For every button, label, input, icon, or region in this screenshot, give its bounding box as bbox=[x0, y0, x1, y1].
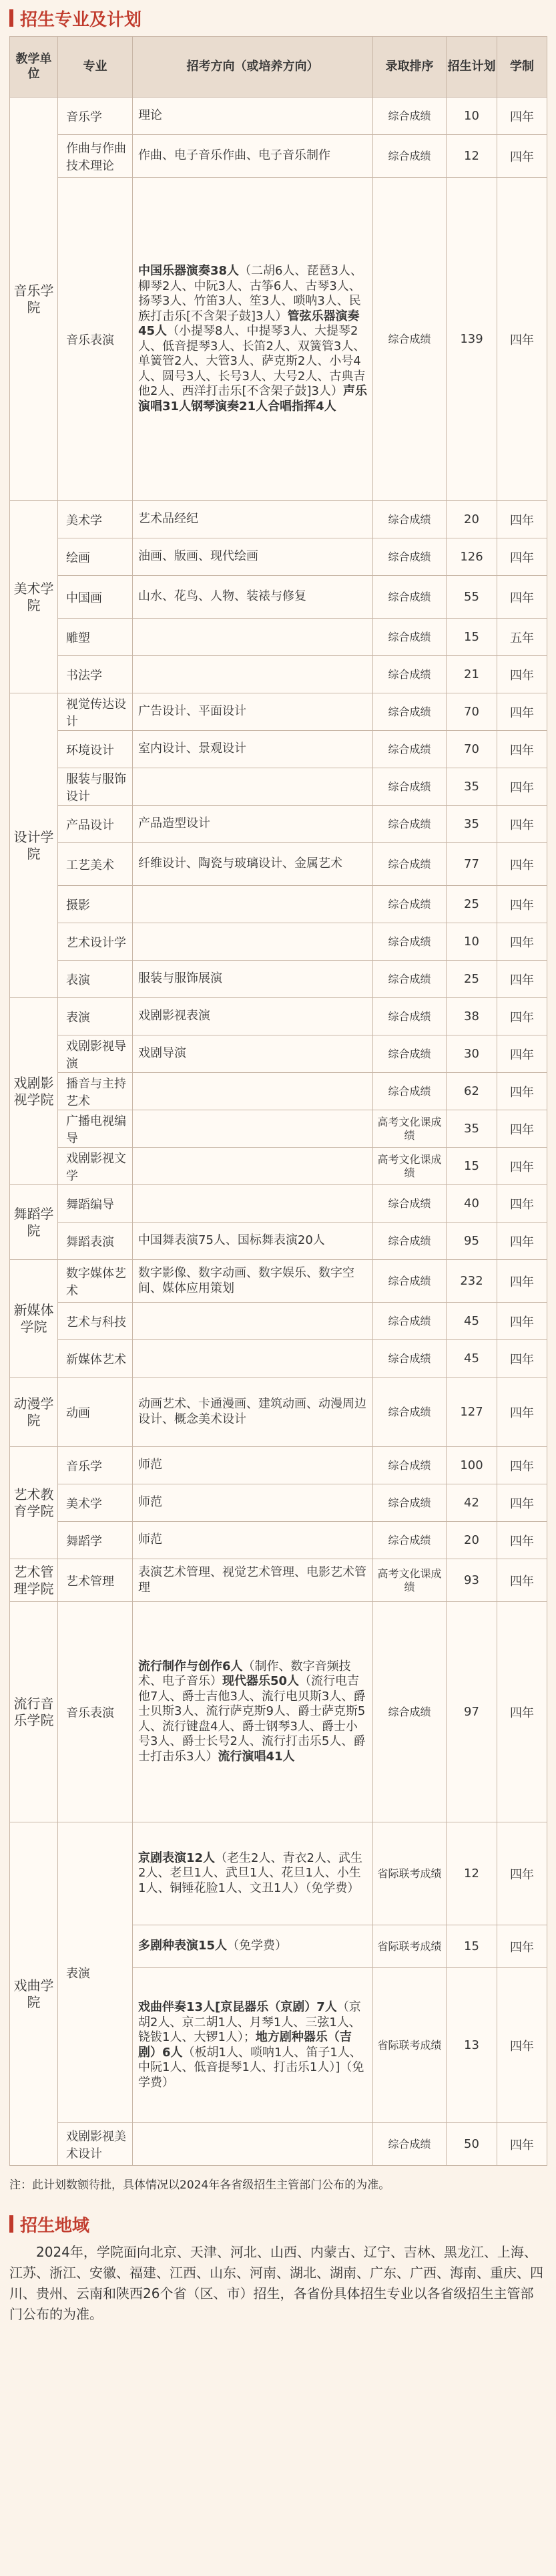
duration-cell: 四年 bbox=[497, 693, 547, 731]
header-plan: 招生计划 bbox=[447, 37, 497, 98]
direction-cell bbox=[133, 1260, 373, 1303]
table-row bbox=[10, 1148, 547, 1185]
duration-cell: 四年 bbox=[497, 1110, 547, 1148]
admission-cell: 综合成绩 bbox=[373, 656, 447, 693]
title-accent-bar bbox=[9, 9, 13, 27]
major-cell: 作曲与作曲技术理论 bbox=[58, 135, 133, 178]
direction-text: 师范 bbox=[138, 1458, 162, 1472]
direction-cell bbox=[133, 1223, 373, 1260]
direction-cell bbox=[133, 998, 373, 1035]
major-cell: 美术学 bbox=[58, 1484, 133, 1522]
duration-cell: 四年 bbox=[497, 1925, 547, 1968]
plan-count-cell: 232 bbox=[447, 1260, 497, 1303]
major-cell: 产品设计 bbox=[58, 806, 133, 843]
duration-cell: 四年 bbox=[497, 843, 547, 886]
plan-count-cell: 127 bbox=[447, 1378, 497, 1447]
admission-cell: 综合成绩 bbox=[373, 806, 447, 843]
admission-cell: 综合成绩 bbox=[373, 768, 447, 806]
duration-cell: 四年 bbox=[497, 1035, 547, 1073]
table-row bbox=[10, 1447, 547, 1484]
college-cell: 艺术管理学院 bbox=[10, 1559, 58, 1602]
admission-cell: 综合成绩 bbox=[373, 619, 447, 656]
direction-cell bbox=[133, 178, 373, 501]
major-cell: 舞蹈编导 bbox=[58, 1185, 133, 1223]
admission-cell: 综合成绩 bbox=[373, 1223, 447, 1260]
table-row bbox=[10, 538, 547, 576]
table-row bbox=[10, 1303, 547, 1340]
plan-count-cell: 126 bbox=[447, 538, 497, 576]
table-header-row bbox=[10, 37, 547, 98]
plan-count-cell: 20 bbox=[447, 501, 497, 538]
duration-cell: 五年 bbox=[497, 619, 547, 656]
table-row bbox=[10, 1602, 547, 1822]
admission-cell: 省际联考成绩 bbox=[373, 1968, 447, 2123]
major-cell: 表演 bbox=[58, 961, 133, 998]
direction-text: 管弦乐器演奏45人 bbox=[138, 309, 360, 338]
table-row bbox=[10, 1223, 547, 1260]
major-cell: 数字媒体艺术 bbox=[58, 1260, 133, 1303]
direction-text: 戏曲伴奏13人[京昆器乐（京剧）7人 bbox=[138, 2000, 337, 2014]
admission-cell: 综合成绩 bbox=[373, 538, 447, 576]
direction-cell bbox=[133, 886, 373, 923]
college-cell: 戏曲学院 bbox=[10, 1822, 58, 2166]
direction-text: 戏剧影视表演 bbox=[138, 1009, 210, 1023]
major-cell: 书法学 bbox=[58, 656, 133, 693]
direction-text: 室内设计、景观设计 bbox=[138, 742, 246, 756]
admission-cell: 综合成绩 bbox=[373, 501, 447, 538]
major-cell: 新媒体艺术 bbox=[58, 1340, 133, 1378]
plan-count-cell: 62 bbox=[447, 1073, 497, 1110]
major-cell: 舞蹈表演 bbox=[58, 1223, 133, 1260]
duration-cell: 四年 bbox=[497, 538, 547, 576]
plan-count-cell: 35 bbox=[447, 1110, 497, 1148]
admission-cell: 综合成绩 bbox=[373, 1447, 447, 1484]
major-cell: 艺术管理 bbox=[58, 1559, 133, 1602]
plan-count-cell: 25 bbox=[447, 886, 497, 923]
direction-text: 戏剧导演 bbox=[138, 1046, 186, 1061]
direction-text: （流行电吉他7人、爵士吉他3人、流行电贝斯3人、爵士贝斯3人、流行萨克斯9人、爵士萨克斯5人、流行键盘4人、爵士钢琴3人、爵士小号3人、爵士长号2人、流行打击乐5人、爵士打击乐3人） bbox=[138, 1674, 366, 1764]
admission-cell: 高考文化课成绩 bbox=[373, 1559, 447, 1602]
duration-cell: 四年 bbox=[497, 1223, 547, 1260]
direction-text: （老生2人、青衣2人、武生2人、老旦1人、武旦1人、花旦1人、小生1人、铜锤花脸1人、文丑1人）（免学费） bbox=[138, 1850, 362, 1895]
direction-text: 山水、花鸟、人物、装裱与修复 bbox=[138, 589, 306, 604]
duration-cell: 四年 bbox=[497, 1340, 547, 1378]
admission-cell: 综合成绩 bbox=[373, 1303, 447, 1340]
plan-count-cell: 45 bbox=[447, 1303, 497, 1340]
direction-cell bbox=[133, 135, 373, 178]
major-cell: 表演 bbox=[58, 998, 133, 1035]
admission-cell: 综合成绩 bbox=[373, 1035, 447, 1073]
direction-cell bbox=[133, 2123, 373, 2166]
admission-cell: 综合成绩 bbox=[373, 961, 447, 998]
major-cell: 环境设计 bbox=[58, 731, 133, 768]
table-row bbox=[10, 576, 547, 619]
duration-cell: 四年 bbox=[497, 1447, 547, 1484]
plan-count-cell: 70 bbox=[447, 693, 497, 731]
plan-count-cell: 10 bbox=[447, 923, 497, 961]
major-cell: 音乐表演 bbox=[58, 178, 133, 501]
direction-text: （制作、数字音频技术、电子音乐） bbox=[138, 1659, 351, 1689]
table-row bbox=[10, 501, 547, 538]
plan-count-cell: 50 bbox=[447, 2123, 497, 2166]
duration-cell: 四年 bbox=[497, 656, 547, 693]
direction-text: （免学费） bbox=[227, 1939, 288, 1953]
plan-count-cell: 77 bbox=[447, 843, 497, 886]
direction-cell bbox=[133, 961, 373, 998]
region-text: 2024年，学院面向北京、天津、河北、山西、内蒙古、辽宁、吉林、黑龙江、上海、江苏、浙江、安徽、福建、江西、山东、河南、湖北、湖南、广东、广西、海南、重庆、四川、贵州、云南和陕西26个省（区、市）招生，各省份具体招生专业以各省级招生主管部门公布的为准。 bbox=[9, 2244, 543, 2322]
direction-text: 中国舞表演75人、国标舞表演20人 bbox=[138, 1233, 325, 1248]
duration-cell: 四年 bbox=[497, 135, 547, 178]
direction-cell bbox=[133, 1073, 373, 1110]
direction-text: 动画艺术、卡通漫画、建筑动画、动漫周边设计、概念美术设计 bbox=[138, 1397, 366, 1426]
admission-cell: 综合成绩 bbox=[373, 998, 447, 1035]
direction-cell bbox=[133, 693, 373, 731]
direction-cell bbox=[133, 1484, 373, 1522]
duration-cell: 四年 bbox=[497, 576, 547, 619]
duration-cell: 四年 bbox=[497, 1559, 547, 1602]
college-cell: 戏剧影视学院 bbox=[10, 998, 58, 1185]
table-body bbox=[10, 98, 547, 2166]
table-row bbox=[10, 98, 547, 135]
major-cell: 中国画 bbox=[58, 576, 133, 619]
major-cell: 舞蹈学 bbox=[58, 1522, 133, 1559]
duration-cell: 四年 bbox=[497, 961, 547, 998]
admission-cell: 综合成绩 bbox=[373, 886, 447, 923]
direction-cell bbox=[133, 1559, 373, 1602]
college-cell: 美术学院 bbox=[10, 501, 58, 693]
admission-cell: 综合成绩 bbox=[373, 178, 447, 501]
table-row bbox=[10, 1260, 547, 1303]
plan-count-cell: 30 bbox=[447, 1035, 497, 1073]
major-cell: 美术学 bbox=[58, 501, 133, 538]
direction-cell bbox=[133, 923, 373, 961]
duration-cell: 四年 bbox=[497, 2123, 547, 2166]
direction-text: 数字影像、数字动画、数字娱乐、数字空间、媒体应用策划 bbox=[138, 1266, 354, 1295]
direction-text: 广告设计、平面设计 bbox=[138, 704, 246, 719]
major-cell: 艺术设计学 bbox=[58, 923, 133, 961]
plan-count-cell: 45 bbox=[447, 1340, 497, 1378]
admission-cell: 综合成绩 bbox=[373, 135, 447, 178]
duration-cell: 四年 bbox=[497, 1822, 547, 1925]
admission-cell: 省际联考成绩 bbox=[373, 1822, 447, 1925]
section-header-region bbox=[0, 2206, 556, 2242]
direction-text: （小提琴8人、中提琴3人、大提琴2人、低音提琴3人、长笛2人、双簧管3人、单簧管2人、大管3人、萨克斯2人、小号4人、圆号3人、长号3人、大号2人、古典吉他2人、西洋打击乐[不含架子鼓]3人） bbox=[138, 324, 366, 398]
table-row bbox=[10, 1559, 547, 1602]
direction-text: 师范 bbox=[138, 1495, 162, 1510]
plan-count-cell: 95 bbox=[447, 1223, 497, 1260]
duration-cell: 四年 bbox=[497, 1260, 547, 1303]
plan-count-cell: 15 bbox=[447, 619, 497, 656]
direction-text: （板胡1人、唢呐1人、笛子1人、中阮1人、低音提琴1人、打击乐1人）]（免学费） bbox=[138, 2045, 364, 2090]
duration-cell: 四年 bbox=[497, 1968, 547, 2123]
duration-cell: 四年 bbox=[497, 1484, 547, 1522]
plan-count-cell: 100 bbox=[447, 1447, 497, 1484]
duration-cell: 四年 bbox=[497, 998, 547, 1035]
direction-cell bbox=[133, 576, 373, 619]
major-cell: 播音与主持艺术 bbox=[58, 1073, 133, 1110]
admission-cell: 高考文化课成绩 bbox=[373, 1148, 447, 1185]
section-title: 招生专业及计划 bbox=[20, 9, 142, 30]
direction-text: 表演艺术管理、视觉艺术管理、电影艺术管理 bbox=[138, 1565, 366, 1595]
table-row bbox=[10, 619, 547, 656]
direction-text: 京剧表演12人 bbox=[138, 1850, 216, 1865]
header-years: 学制 bbox=[497, 37, 547, 98]
plan-count-cell: 13 bbox=[447, 1968, 497, 2123]
major-cell: 动画 bbox=[58, 1378, 133, 1447]
admission-cell: 综合成绩 bbox=[373, 1602, 447, 1822]
duration-cell: 四年 bbox=[497, 1522, 547, 1559]
duration-cell: 四年 bbox=[497, 178, 547, 501]
plan-count-cell: 35 bbox=[447, 768, 497, 806]
major-cell: 雕塑 bbox=[58, 619, 133, 656]
duration-cell: 四年 bbox=[497, 1602, 547, 1822]
table-row bbox=[10, 693, 547, 731]
direction-text: 艺术品经纪 bbox=[138, 512, 198, 526]
duration-cell: 四年 bbox=[497, 1073, 547, 1110]
college-cell: 流行音乐学院 bbox=[10, 1602, 58, 1822]
duration-cell: 四年 bbox=[497, 1148, 547, 1185]
region-title: 招生地域 bbox=[20, 2215, 90, 2236]
table-row bbox=[10, 843, 547, 886]
header-admission: 录取排序 bbox=[373, 37, 447, 98]
direction-text: 理论 bbox=[138, 108, 162, 123]
duration-cell: 四年 bbox=[497, 886, 547, 923]
plan-count-cell: 12 bbox=[447, 1822, 497, 1925]
admission-cell: 综合成绩 bbox=[373, 1260, 447, 1303]
table-row bbox=[10, 1340, 547, 1378]
direction-text: 合唱指挥4人 bbox=[268, 399, 336, 414]
plan-count-cell: 139 bbox=[447, 178, 497, 501]
plan-count-cell: 93 bbox=[447, 1559, 497, 1602]
table-row bbox=[10, 998, 547, 1035]
plan-count-cell: 20 bbox=[447, 1522, 497, 1559]
direction-text: 现代器乐50人 bbox=[222, 1674, 300, 1689]
major-cell: 绘画 bbox=[58, 538, 133, 576]
plan-count-cell: 15 bbox=[447, 1925, 497, 1968]
table-row bbox=[10, 1484, 547, 1522]
plan-count-cell: 35 bbox=[447, 806, 497, 843]
direction-cell bbox=[133, 731, 373, 768]
admission-cell: 综合成绩 bbox=[373, 576, 447, 619]
table-row bbox=[10, 2123, 547, 2166]
major-cell: 音乐表演 bbox=[58, 1602, 133, 1822]
major-cell: 表演 bbox=[58, 1822, 133, 2123]
plan-count-cell: 70 bbox=[447, 731, 497, 768]
direction-text: 地方剧种器乐（吉剧）6人 bbox=[138, 2030, 352, 2060]
direction-cell bbox=[133, 538, 373, 576]
direction-text: 流行演唱41人 bbox=[218, 1749, 295, 1764]
major-cell: 广播电视编导 bbox=[58, 1110, 133, 1148]
college-cell: 设计学院 bbox=[10, 693, 58, 998]
direction-cell bbox=[133, 1303, 373, 1340]
duration-cell: 四年 bbox=[497, 1185, 547, 1223]
direction-cell bbox=[133, 1822, 373, 1925]
major-cell: 戏剧影视导演 bbox=[58, 1035, 133, 1073]
table-row bbox=[10, 731, 547, 768]
direction-cell bbox=[133, 1522, 373, 1559]
table-row bbox=[10, 923, 547, 961]
duration-cell: 四年 bbox=[497, 731, 547, 768]
direction-cell bbox=[133, 1148, 373, 1185]
direction-text: 油画、版画、现代绘画 bbox=[138, 549, 258, 564]
plan-count-cell: 38 bbox=[447, 998, 497, 1035]
duration-cell: 四年 bbox=[497, 1303, 547, 1340]
plan-count-cell: 12 bbox=[447, 135, 497, 178]
direction-cell bbox=[133, 1447, 373, 1484]
plan-count-cell: 21 bbox=[447, 656, 497, 693]
duration-cell: 四年 bbox=[497, 501, 547, 538]
admission-cell: 高考文化课成绩 bbox=[373, 1110, 447, 1148]
admission-cell: 综合成绩 bbox=[373, 1378, 447, 1447]
admission-cell: 综合成绩 bbox=[373, 923, 447, 961]
duration-cell: 四年 bbox=[497, 806, 547, 843]
table-row bbox=[10, 886, 547, 923]
major-cell: 摄影 bbox=[58, 886, 133, 923]
major-cell: 戏剧影视美术设计 bbox=[58, 2123, 133, 2166]
direction-cell bbox=[133, 1602, 373, 1822]
duration-cell: 四年 bbox=[497, 98, 547, 135]
table-row bbox=[10, 961, 547, 998]
admission-cell: 综合成绩 bbox=[373, 1340, 447, 1378]
table-row bbox=[10, 135, 547, 178]
plan-count-cell: 10 bbox=[447, 98, 497, 135]
direction-cell bbox=[133, 1185, 373, 1223]
college-cell: 新媒体学院 bbox=[10, 1260, 58, 1378]
direction-cell bbox=[133, 619, 373, 656]
duration-cell: 四年 bbox=[497, 923, 547, 961]
college-cell: 动漫学院 bbox=[10, 1378, 58, 1447]
direction-cell bbox=[133, 1925, 373, 1968]
direction-cell bbox=[133, 1968, 373, 2123]
table-row bbox=[10, 1073, 547, 1110]
direction-cell bbox=[133, 806, 373, 843]
duration-cell: 四年 bbox=[497, 1378, 547, 1447]
direction-text: 钢琴演奏21人 bbox=[191, 399, 268, 414]
admission-cell: 综合成绩 bbox=[373, 2123, 447, 2166]
direction-text: 多剧种表演15人 bbox=[138, 1939, 228, 1953]
admission-cell: 综合成绩 bbox=[373, 693, 447, 731]
table-row bbox=[10, 178, 547, 501]
admission-cell: 综合成绩 bbox=[373, 843, 447, 886]
major-cell: 音乐学 bbox=[58, 1447, 133, 1484]
title-accent-bar bbox=[9, 2215, 13, 2233]
section-header-plan bbox=[0, 0, 556, 36]
admission-cell: 综合成绩 bbox=[373, 98, 447, 135]
direction-cell bbox=[133, 1110, 373, 1148]
direction-text: 中国乐器演奏38人 bbox=[138, 264, 240, 278]
college-cell: 音乐学院 bbox=[10, 98, 58, 501]
major-cell: 戏剧影视文学 bbox=[58, 1148, 133, 1185]
direction-cell bbox=[133, 843, 373, 886]
direction-cell bbox=[133, 1340, 373, 1378]
direction-text: 声乐演唱31人 bbox=[138, 384, 367, 414]
header-college: 教学单位 bbox=[10, 37, 58, 98]
direction-cell bbox=[133, 1035, 373, 1073]
table-row bbox=[10, 656, 547, 693]
direction-cell bbox=[133, 98, 373, 135]
direction-text: （二胡6人、琵琶3人、柳琴2人、中阮3人、古筝6人、古琴3人、扬琴3人、竹笛3人、笙3人、唢呐3人、民族打击乐[不含架子鼓]3人） bbox=[138, 264, 362, 323]
plan-note: 注：此计划数额待批，具体情况以2024年各省级招生主管部门公布的为准。 bbox=[9, 2179, 390, 2192]
admission-cell: 综合成绩 bbox=[373, 1185, 447, 1223]
direction-text: 产品造型设计 bbox=[138, 816, 210, 831]
plan-count-cell: 25 bbox=[447, 961, 497, 998]
college-cell: 艺术教育学院 bbox=[10, 1447, 58, 1559]
table-row bbox=[10, 1110, 547, 1148]
admission-cell: 综合成绩 bbox=[373, 731, 447, 768]
plan-count-cell: 55 bbox=[447, 576, 497, 619]
direction-text: （京胡2人、京二胡1人、月琴1人、三弦1人、铙钹1人、大锣1人）； bbox=[138, 2000, 361, 2044]
major-cell: 视觉传达设计 bbox=[58, 693, 133, 731]
direction-cell bbox=[133, 1378, 373, 1447]
table-row bbox=[10, 1185, 547, 1223]
table-row bbox=[10, 806, 547, 843]
header-major: 专业 bbox=[58, 37, 133, 98]
table-row bbox=[10, 1822, 547, 1925]
table-row bbox=[10, 1522, 547, 1559]
admission-cell: 综合成绩 bbox=[373, 1073, 447, 1110]
direction-text: 流行制作与创作6人 bbox=[138, 1659, 243, 1673]
major-cell: 服装与服饰设计 bbox=[58, 768, 133, 806]
enrollment-plan-table bbox=[9, 36, 547, 2166]
major-cell: 工艺美术 bbox=[58, 843, 133, 886]
plan-count-cell: 40 bbox=[447, 1185, 497, 1223]
college-cell: 舞蹈学院 bbox=[10, 1185, 58, 1260]
major-cell: 音乐学 bbox=[58, 98, 133, 135]
plan-count-cell: 42 bbox=[447, 1484, 497, 1522]
direction-text: 服装与服饰展演 bbox=[138, 971, 222, 986]
direction-cell bbox=[133, 501, 373, 538]
table-row bbox=[10, 1378, 547, 1447]
direction-cell bbox=[133, 768, 373, 806]
direction-text: 师范 bbox=[138, 1533, 162, 1547]
table-row bbox=[10, 1035, 547, 1073]
direction-text: 作曲、电子音乐作曲、电子音乐制作 bbox=[138, 148, 330, 163]
direction-cell bbox=[133, 656, 373, 693]
plan-count-cell: 15 bbox=[447, 1148, 497, 1185]
plan-count-cell: 97 bbox=[447, 1602, 497, 1822]
duration-cell: 四年 bbox=[497, 768, 547, 806]
direction-text: 纤维设计、陶瓷与玻璃设计、金属艺术 bbox=[138, 856, 342, 871]
major-cell: 艺术与科技 bbox=[58, 1303, 133, 1340]
admission-cell: 综合成绩 bbox=[373, 1522, 447, 1559]
table-row bbox=[10, 768, 547, 806]
admission-cell: 省际联考成绩 bbox=[373, 1925, 447, 1968]
admission-cell: 综合成绩 bbox=[373, 1484, 447, 1522]
header-direction: 招考方向（或培养方向） bbox=[133, 37, 373, 98]
